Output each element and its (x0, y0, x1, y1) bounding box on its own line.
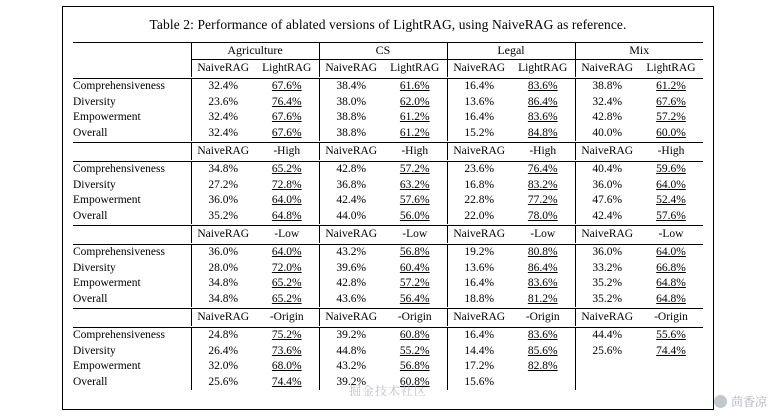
cell-value: 22.8% (447, 193, 511, 209)
cell-value: 85.6% (527, 344, 558, 357)
cell-value: 32.4% (191, 78, 255, 94)
cell-value: 61.2% (399, 111, 430, 124)
metric-label-overall: Overall (73, 292, 108, 305)
cell-value (575, 374, 639, 390)
table-caption: Table 2: Performance of ablated versions of LightRAG, using NaiveRAG as reference. (149, 17, 627, 32)
cell-value: 56.8% (399, 360, 430, 373)
group-header-mix: Mix (575, 43, 703, 59)
table-row (73, 94, 703, 110)
subheader-naiverag-cs-high: NaiveRAG (319, 142, 383, 160)
cell-value: 65.2% (271, 277, 302, 290)
results-table (73, 41, 703, 390)
cell-value: 72.0% (271, 261, 302, 274)
cell-value: 44.4% (575, 327, 639, 343)
watermark-corner-text: 茴香凉 (730, 395, 767, 409)
table-row (73, 177, 703, 193)
cell-value: 60.0% (656, 126, 686, 139)
cell-value: 86.4% (527, 95, 558, 108)
cell-value: 80.8% (527, 246, 558, 259)
subheader-row-origin (73, 308, 703, 326)
cell-value: 34.8% (191, 276, 255, 292)
cell-value: 42.4% (319, 193, 383, 209)
subheader-origin-cs: -Origin (397, 311, 432, 323)
cell-value: 64.8% (656, 277, 686, 290)
table-row (73, 260, 703, 276)
cell-value: 43.2% (319, 359, 383, 375)
subheader-lightrag-mix: LightRAG (646, 62, 696, 74)
subheader-high-cs: -High (401, 145, 429, 157)
cell-value: 64.0% (271, 246, 302, 259)
subheader-naiverag-cs: NaiveRAG (319, 59, 383, 77)
subheader-low-cs: -Low (402, 228, 428, 240)
cell-value: 16.4% (447, 276, 511, 292)
subheader-origin-legal: -Origin (525, 311, 560, 323)
cell-value: 27.2% (191, 177, 255, 193)
subheader-naiverag-cs-origin: NaiveRAG (319, 308, 383, 326)
cell-value: 32.4% (191, 125, 255, 141)
metric-label-empowerment: Empowerment (73, 194, 141, 207)
cell-value: 36.0% (191, 244, 255, 260)
cell-value: 15.2% (447, 125, 511, 141)
cell-value: 55.6% (656, 329, 686, 342)
cell-value: 39.6% (319, 260, 383, 276)
cell-value: 59.6% (656, 163, 686, 176)
cell-value (639, 374, 703, 390)
table-frame (62, 6, 714, 410)
table-row (73, 276, 703, 292)
cell-value: 64.0% (656, 178, 686, 191)
cell-value: 60.8% (399, 375, 430, 388)
metric-label-diversity: Diversity (73, 261, 116, 274)
cell-value: 84.8% (527, 126, 558, 139)
cell-value: 57.6% (656, 209, 686, 222)
cell-value: 32.0% (191, 359, 255, 375)
cell-value: 73.6% (271, 344, 302, 357)
group-header-agriculture: Agriculture (191, 43, 319, 59)
subheader-lightrag-cs: LightRAG (390, 62, 440, 74)
cell-value: 16.8% (447, 177, 511, 193)
cell-value: 35.2% (191, 208, 255, 224)
metric-label-empowerment: Empowerment (73, 111, 141, 124)
subheader-naiverag-legal-low: NaiveRAG (447, 225, 511, 243)
cell-value: 64.0% (656, 246, 686, 259)
subheader-row-low (73, 225, 703, 243)
cell-value: 35.2% (575, 276, 639, 292)
metric-label-comprehensiveness: Comprehensiveness (73, 329, 165, 342)
empty-corner (73, 43, 191, 59)
cell-value: 74.4% (271, 375, 302, 388)
cell-value: 14.4% (447, 343, 511, 359)
metric-label-comprehensiveness: Comprehensiveness (73, 246, 165, 259)
cell-value: 38.8% (319, 125, 383, 141)
cell-value: 61.2% (656, 80, 686, 93)
subheader-low-mix: -Low (658, 228, 684, 240)
cell-value: 75.2% (271, 329, 302, 342)
subheader-naiverag-legal: NaiveRAG (447, 59, 511, 77)
cell-value: 23.6% (447, 161, 511, 177)
cell-value: 82.8% (527, 360, 558, 373)
subheader-high-agriculture: -High (273, 145, 301, 157)
cell-value: 25.6% (575, 343, 639, 359)
cell-value: 57.2% (399, 277, 430, 290)
cell-value: 74.4% (656, 344, 686, 357)
group-header-legal: Legal (447, 43, 575, 59)
subheader-lightrag-legal: LightRAG (518, 62, 568, 74)
group-header-cs: CS (319, 43, 447, 59)
cell-value: 62.0% (399, 95, 430, 108)
group-header-row (73, 43, 703, 59)
cell-value: 24.8% (191, 327, 255, 343)
cell-value (511, 374, 575, 390)
cell-value: 83.6% (527, 80, 558, 93)
watermark-center-text: 掘金技术社区 (348, 384, 428, 398)
cell-value: 83.6% (527, 329, 558, 342)
metric-label-empowerment: Empowerment (73, 277, 141, 290)
cell-value: 34.8% (191, 291, 255, 307)
watermark-corner (714, 393, 767, 410)
table-row (73, 327, 703, 343)
cell-value: 33.2% (575, 260, 639, 276)
table-row (73, 161, 703, 177)
cell-value: 19.2% (447, 244, 511, 260)
cell-value: 39.2% (319, 327, 383, 343)
cell-value: 32.4% (191, 110, 255, 126)
subheader-naiverag-mix-low: NaiveRAG (575, 225, 639, 243)
table-row (73, 374, 703, 390)
subheader-naiverag-legal-high: NaiveRAG (447, 142, 511, 160)
cell-value: 38.8% (319, 110, 383, 126)
cell-value: 64.8% (271, 209, 302, 222)
table-row (73, 244, 703, 260)
cell-value: 44.0% (319, 208, 383, 224)
cell-value: 86.4% (527, 261, 558, 274)
cell-value: 67.6% (271, 80, 302, 93)
table-row (73, 110, 703, 126)
subheader-naiverag-mix-high: NaiveRAG (575, 142, 639, 160)
table-row (73, 125, 703, 141)
cell-value: 66.8% (656, 261, 686, 274)
subheader-origin-mix: -Origin (654, 311, 688, 323)
cell-value: 83.6% (527, 277, 558, 290)
cell-value: 47.6% (575, 193, 639, 209)
subheader-low-legal: -Low (530, 228, 556, 240)
cell-value: 52.4% (656, 194, 686, 207)
subheader-naiverag-cs-low: NaiveRAG (319, 225, 383, 243)
cell-value: 36.0% (575, 244, 639, 260)
watermark-logo-icon (714, 395, 727, 408)
cell-value: 67.6% (271, 111, 302, 124)
cell-value: 42.8% (319, 161, 383, 177)
cell-value (639, 359, 703, 375)
cell-value: 35.2% (575, 291, 639, 307)
cell-value: 28.0% (191, 260, 255, 276)
cell-value: 42.4% (575, 208, 639, 224)
table-row (73, 193, 703, 209)
cell-value: 63.2% (399, 178, 430, 191)
cell-value: 32.4% (575, 94, 639, 110)
subheader-naiverag-agriculture-high: NaiveRAG (191, 142, 255, 160)
metric-label-overall: Overall (73, 209, 108, 222)
cell-value: 57.2% (656, 111, 686, 124)
cell-value (575, 359, 639, 375)
subheader-naiverag-mix-origin: NaiveRAG (575, 308, 639, 326)
cell-value: 83.2% (527, 178, 558, 191)
subheader-naiverag-agriculture-low: NaiveRAG (191, 225, 255, 243)
cell-value: 64.8% (656, 292, 686, 305)
cell-value: 42.8% (575, 110, 639, 126)
metric-label-comprehensiveness: Comprehensiveness (73, 80, 165, 93)
subheader-low-agriculture: -Low (274, 228, 300, 240)
cell-value: 36.0% (575, 177, 639, 193)
cell-value: 43.6% (319, 291, 383, 307)
cell-value: 65.2% (271, 163, 302, 176)
cell-value: 44.8% (319, 343, 383, 359)
cell-value: 13.6% (447, 94, 511, 110)
cell-value: 25.6% (191, 374, 255, 390)
cell-value: 43.2% (319, 244, 383, 260)
cell-value: 40.0% (575, 125, 639, 141)
subheader-naiverag-legal-origin: NaiveRAG (447, 308, 511, 326)
cell-value: 76.4% (527, 163, 558, 176)
subheader-high-legal: -High (529, 145, 557, 157)
subheader-row-high (73, 142, 703, 160)
cell-value: 16.4% (447, 110, 511, 126)
cell-value: 60.8% (399, 329, 430, 342)
cell-value: 22.0% (447, 208, 511, 224)
cell-value: 65.2% (271, 292, 302, 305)
cell-value: 16.4% (447, 78, 511, 94)
metric-label-diversity: Diversity (73, 178, 116, 191)
cell-value: 13.6% (447, 260, 511, 276)
cell-value: 57.6% (399, 194, 430, 207)
subheader-naiverag-agriculture: NaiveRAG (191, 59, 255, 77)
table-row (73, 343, 703, 359)
cell-value: 40.4% (575, 161, 639, 177)
cell-value: 36.0% (191, 193, 255, 209)
cell-value: 38.0% (319, 94, 383, 110)
table-row (73, 78, 703, 94)
subheader-lightrag-agriculture: LightRAG (262, 62, 312, 74)
cell-value: 17.2% (447, 359, 511, 375)
cell-value: 72.8% (271, 178, 302, 191)
cell-value: 42.8% (319, 276, 383, 292)
cell-value: 18.8% (447, 291, 511, 307)
cell-value: 16.4% (447, 327, 511, 343)
table-row (73, 359, 703, 375)
metric-label-diversity: Diversity (73, 95, 116, 108)
metric-label-comprehensiveness: Comprehensiveness (73, 163, 165, 176)
cell-value: 61.2% (399, 126, 430, 139)
cell-value: 67.6% (271, 126, 302, 139)
cell-value: 55.2% (399, 344, 430, 357)
cell-value: 38.4% (319, 78, 383, 94)
table-row (73, 208, 703, 224)
subheader-row-lightrag (73, 59, 703, 77)
cell-value: 56.0% (399, 209, 430, 222)
cell-value: 61.6% (399, 80, 430, 93)
cell-value: 26.4% (191, 343, 255, 359)
metric-label-diversity: Diversity (73, 344, 116, 357)
cell-value: 38.8% (575, 78, 639, 94)
cell-value: 64.0% (271, 194, 302, 207)
cell-value: 15.6% (447, 374, 511, 390)
cell-value: 34.8% (191, 161, 255, 177)
metric-label-overall: Overall (73, 375, 108, 388)
cell-value: 39.2% (319, 374, 383, 390)
cell-value: 67.6% (656, 95, 686, 108)
cell-value: 60.4% (399, 261, 430, 274)
cell-value: 78.0% (527, 209, 558, 222)
cell-value: 77.2% (527, 194, 558, 207)
metric-label-overall: Overall (73, 126, 108, 139)
subheader-origin-agriculture: -Origin (269, 311, 304, 323)
cell-value: 56.4% (399, 292, 430, 305)
subheader-high-mix: -High (657, 145, 685, 157)
cell-value: 76.4% (271, 95, 302, 108)
cell-value: 83.6% (527, 111, 558, 124)
subheader-naiverag-agriculture-origin: NaiveRAG (191, 308, 255, 326)
metric-label-empowerment: Empowerment (73, 360, 141, 373)
cell-value: 56.8% (399, 246, 430, 259)
cell-value: 57.2% (399, 163, 430, 176)
cell-value: 68.0% (271, 360, 302, 373)
subheader-naiverag-mix: NaiveRAG (575, 59, 639, 77)
table-row (73, 291, 703, 307)
cell-value: 81.2% (527, 292, 558, 305)
cell-value: 23.6% (191, 94, 255, 110)
cell-value: 36.8% (319, 177, 383, 193)
